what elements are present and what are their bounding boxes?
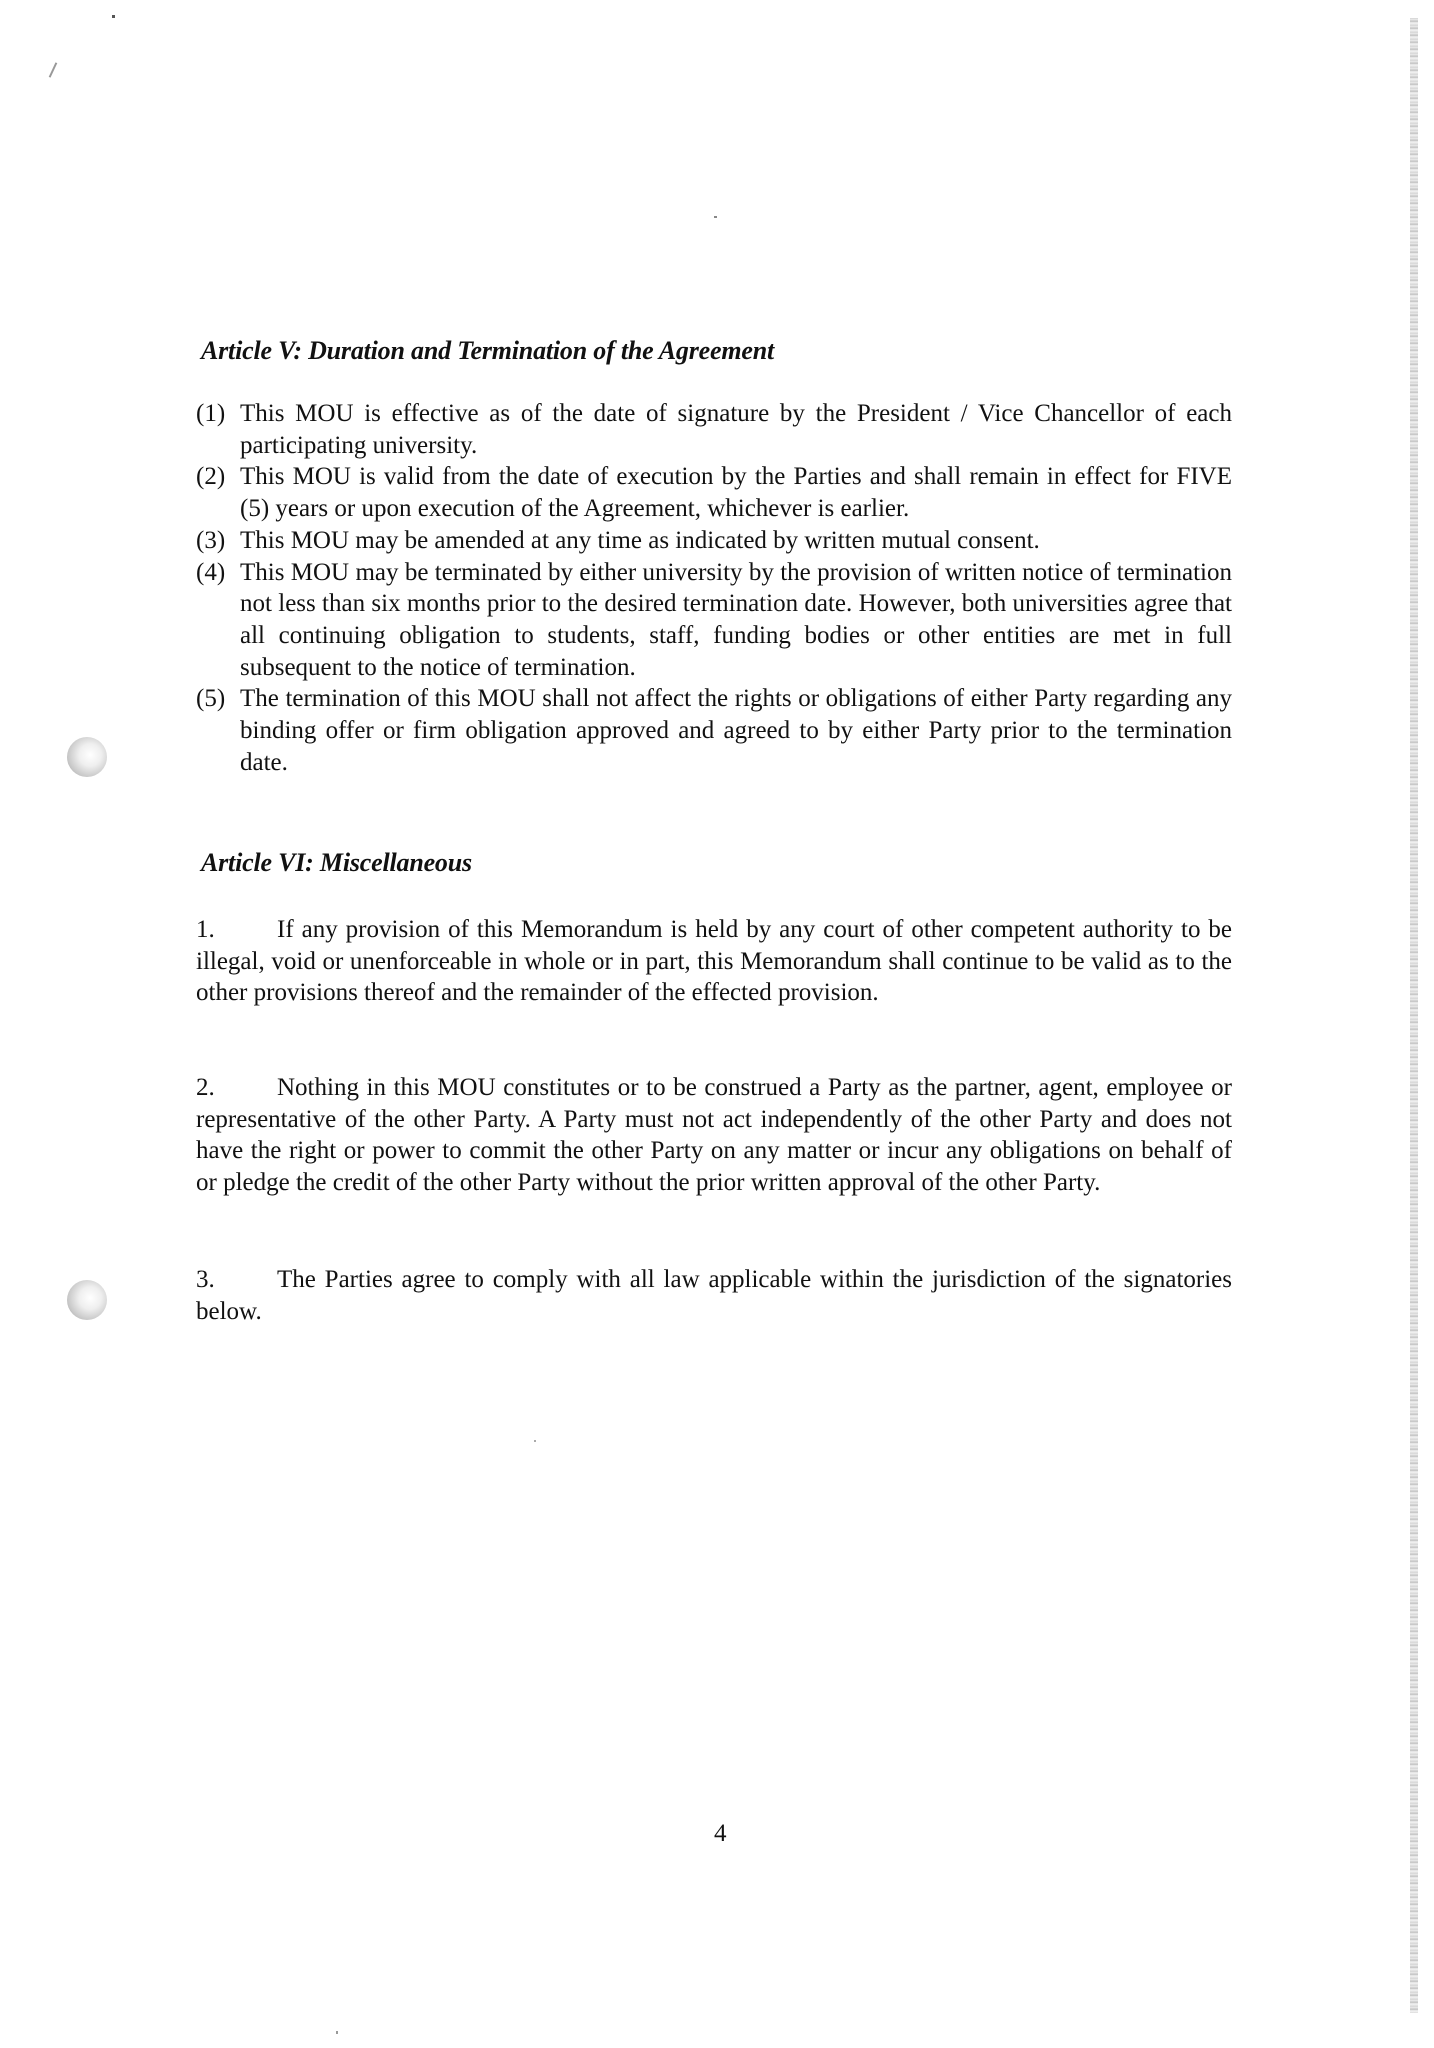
- page-number: 4: [714, 1820, 727, 1847]
- scan-speck: [49, 62, 58, 77]
- paragraph-text: Nothing in this MOU constitutes or to be construed a Party as the partner, agent, employee or representative of the other Party. A Party must not act independently of the other Party and does not have the right or power to commit the other Party on any matter or incur any obligations on behalf of or pledge the credit of the other Party without the prior written approval of the other Party.: [196, 1074, 1232, 1197]
- scan-speck: [714, 216, 717, 218]
- list-item-number: (5): [196, 685, 226, 713]
- list-item-number: (4): [196, 558, 226, 586]
- article-v-heading: Article V: Duration and Termination of the Agreement: [201, 336, 774, 365]
- paragraph: [196, 1264, 1232, 1327]
- list-item-number: (3): [196, 526, 226, 554]
- paragraph-text: If any provision of this Memorandum is held by any court of other competent authority to be illegal, void or unenforceable in whole or in part, this Memorandum shall continue to be valid as to the other provisions thereof and the remainder of the effected provision.: [196, 916, 1232, 1007]
- list-item-text: This MOU is valid from the date of execution by the Parties and shall remain in effect for FIVE (5) years or upon execution of the Agreement, whichever is earlier.: [240, 463, 1232, 523]
- list-item-text: The termination of this MOU shall not affect the rights or obligations of either Party regarding any binding offer or firm obligation approved and agreed to by either Party prior to the termination date.: [240, 685, 1232, 776]
- list-item: [196, 398, 1232, 461]
- list-item-text: This MOU may be terminated by either university by the provision of written notice of termination not less than six months prior to the desired termination date. However, both universities agree that all continuing obligation to students, staff, funding bodies or other entities are met in full subsequent to the notice of termination.: [240, 558, 1232, 681]
- list-item-number: (2): [196, 463, 226, 491]
- list-item: [196, 557, 1232, 684]
- paragraph: [196, 1072, 1232, 1199]
- paragraph-number: 2.: [196, 1074, 215, 1101]
- list-item: [196, 461, 1232, 524]
- list-item-text: This MOU is effective as of the date of signature by the President / Vice Chancellor of each participating university.: [240, 400, 1232, 459]
- punch-hole-top: [67, 737, 107, 777]
- scan-speck: [112, 15, 115, 18]
- scan-speck: [336, 2031, 338, 2034]
- article-v-list: [196, 398, 1232, 778]
- paragraph: [196, 914, 1232, 1009]
- punch-hole-bottom: [67, 1280, 107, 1320]
- list-item-number: (1): [196, 400, 226, 427]
- paragraph-text: The Parties agree to comply with all law applicable within the jurisdiction of the signatories below.: [196, 1266, 1232, 1325]
- article-vi-heading: Article VI: Miscellaneous: [201, 848, 472, 877]
- list-item-text: This MOU may be amended at any time as indicated by written mutual consent.: [240, 526, 1040, 554]
- paragraph-number: 3.: [196, 1266, 215, 1293]
- list-item: [196, 683, 1232, 778]
- list-item: [196, 525, 1232, 557]
- paragraph-number: 1.: [196, 916, 215, 943]
- scan-speck: [534, 1440, 536, 1442]
- scan-edge-strip: [1410, 18, 1418, 2013]
